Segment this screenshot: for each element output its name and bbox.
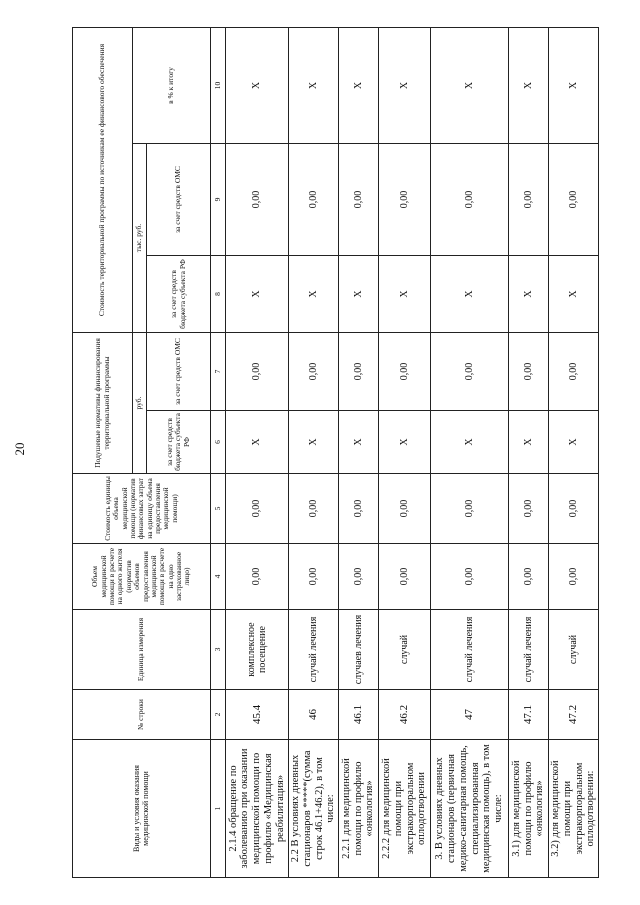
- row-name: 3.2) для медицинской помощи при экстракорпоральном оплодотворении:: [549, 740, 599, 878]
- row-line: 46: [289, 690, 339, 740]
- row-line: 47.1: [509, 690, 549, 740]
- table-row: [289, 28, 339, 878]
- row-budget-rub: X: [379, 411, 431, 474]
- medical-program-table: [72, 27, 599, 878]
- row-volume: 0,00: [549, 544, 599, 610]
- row-budget-rub: X: [549, 411, 599, 474]
- row-budget-rub: X: [339, 411, 379, 474]
- row-line: 46.1: [339, 690, 379, 740]
- row-volume: 0,00: [339, 544, 379, 610]
- row-name: 2.2 В условиях дневных стационаров *****(сумма строк 46.1+46.2), в том числе:: [289, 740, 339, 878]
- col-index: 3: [211, 610, 226, 690]
- row-volume: 0,00: [431, 544, 509, 610]
- row-oms-rub: 0,00: [226, 333, 289, 411]
- row-percent: X: [549, 28, 599, 144]
- row-oms-thousand: 0,00: [379, 144, 431, 256]
- rotated-table-wrapper: [72, 28, 597, 878]
- col-index: 10: [211, 28, 226, 144]
- row-budget-thousand: X: [431, 256, 509, 333]
- header-volume: Объем медицинской помощи в расчете на одного жителя (норматив объемов предоставления медицинской помощи в расчете на одно застрахованное лицо): [73, 544, 211, 610]
- row-oms-rub: 0,00: [549, 333, 599, 411]
- row-oms-rub: 0,00: [509, 333, 549, 411]
- row-unit: случаев лечения: [339, 610, 379, 690]
- row-line: 47.2: [549, 690, 599, 740]
- row-budget-rub: X: [289, 411, 339, 474]
- row-oms-thousand: 0,00: [431, 144, 509, 256]
- row-oms-thousand: 0,00: [509, 144, 549, 256]
- row-line: 47: [431, 690, 509, 740]
- row-budget-rub: X: [226, 411, 289, 474]
- row-budget-thousand: X: [226, 256, 289, 333]
- table-row: [549, 28, 599, 878]
- table-row: [226, 28, 289, 878]
- table-row: [379, 28, 431, 878]
- row-budget-thousand: X: [379, 256, 431, 333]
- row-cost: 0,00: [289, 474, 339, 544]
- col-index: 8: [211, 256, 226, 333]
- row-oms-rub: 0,00: [379, 333, 431, 411]
- row-unit: случай: [379, 610, 431, 690]
- row-cost: 0,00: [431, 474, 509, 544]
- row-budget-rub: X: [509, 411, 549, 474]
- row-cost: 0,00: [549, 474, 599, 544]
- header-budget-rub: за счет средств бюджета субъекта РФ: [147, 411, 211, 474]
- col-index: 5: [211, 474, 226, 544]
- row-oms-thousand: 0,00: [549, 144, 599, 256]
- table-row: [431, 28, 509, 878]
- row-percent: X: [339, 28, 379, 144]
- header-unit-cost: Стоимость единицы объема медицинской помощи (норматив финансовых затрат на единицу объема предоставления медицинской помощи): [73, 474, 211, 544]
- header-unit-thousand-rub: тыс. руб.: [133, 144, 147, 333]
- col-index: 7: [211, 333, 226, 411]
- row-budget-thousand: X: [509, 256, 549, 333]
- row-cost: 0,00: [339, 474, 379, 544]
- row-unit: случай лечения: [289, 610, 339, 690]
- row-oms-rub: 0,00: [289, 333, 339, 411]
- header-per-capita-norms: Подушевые нормативы финансирования территориальной программы: [73, 333, 133, 474]
- row-volume: 0,00: [289, 544, 339, 610]
- header-oms-rub: за счет средств ОМС: [147, 333, 211, 411]
- row-percent: X: [289, 28, 339, 144]
- row-oms-rub: 0,00: [339, 333, 379, 411]
- row-budget-thousand: X: [549, 256, 599, 333]
- document-table-area: [72, 28, 597, 878]
- row-cost: 0,00: [379, 474, 431, 544]
- header-percent-total: в % к итогу: [133, 28, 211, 144]
- row-oms-thousand: 0,00: [226, 144, 289, 256]
- col-index: 4: [211, 544, 226, 610]
- row-unit: случай лечения: [431, 610, 509, 690]
- row-oms-rub: 0,00: [431, 333, 509, 411]
- column-index-row: [211, 28, 226, 878]
- header-program-cost: Стоимость территориальной программы по источникам ее финансового обеспечения: [73, 28, 133, 333]
- row-cost: 0,00: [509, 474, 549, 544]
- col-index: 9: [211, 144, 226, 256]
- row-unit: случай лечения: [509, 610, 549, 690]
- row-name: 2.1.4 обращение по заболеванию при оказании медицинской помощи по профилю «Медицинская реабилитация»: [226, 740, 289, 878]
- table-row: [509, 28, 549, 878]
- row-name: 3. В условиях дневных стационаров (первичная медико-санитарная помощь, специализированная медицинская помощь), в том числе:: [431, 740, 509, 878]
- row-percent: X: [226, 28, 289, 144]
- header-budget-thousand: за счет средств бюджета субъекта РФ: [147, 256, 211, 333]
- row-percent: X: [431, 28, 509, 144]
- row-budget-thousand: X: [289, 256, 339, 333]
- row-unit: комплексное посещение: [226, 610, 289, 690]
- col-index: 1: [211, 740, 226, 878]
- row-line: 46.2: [379, 690, 431, 740]
- row-volume: 0,00: [226, 544, 289, 610]
- row-name: 3.1) для медицинской помощи по профилю «онкология»: [509, 740, 549, 878]
- page-number: 20: [12, 442, 27, 456]
- table-row: [339, 28, 379, 878]
- col-index: 2: [211, 690, 226, 740]
- row-percent: X: [379, 28, 431, 144]
- row-volume: 0,00: [509, 544, 549, 610]
- header-line-number: № строки: [73, 690, 211, 740]
- row-oms-thousand: 0,00: [339, 144, 379, 256]
- row-name: 2.2.1 для медицинской помощи по профилю «онкология»: [339, 740, 379, 878]
- row-budget-rub: X: [431, 411, 509, 474]
- row-name: 2.2.2 для медицинской помощи при экстракорпоральном оплодотворении: [379, 740, 431, 878]
- row-unit: случай: [549, 610, 599, 690]
- row-volume: 0,00: [379, 544, 431, 610]
- header-unit: Единица измерения: [73, 610, 211, 690]
- row-cost: 0,00: [226, 474, 289, 544]
- row-line: 45.4: [226, 690, 289, 740]
- header-unit-rub: руб.: [133, 333, 147, 474]
- col-index: 6: [211, 411, 226, 474]
- row-percent: X: [509, 28, 549, 144]
- header-kinds: Виды и условия оказания медицинской помощи: [73, 740, 211, 878]
- row-oms-thousand: 0,00: [289, 144, 339, 256]
- header-oms-thousand: за счет средств ОМС: [147, 144, 211, 256]
- row-budget-thousand: X: [339, 256, 379, 333]
